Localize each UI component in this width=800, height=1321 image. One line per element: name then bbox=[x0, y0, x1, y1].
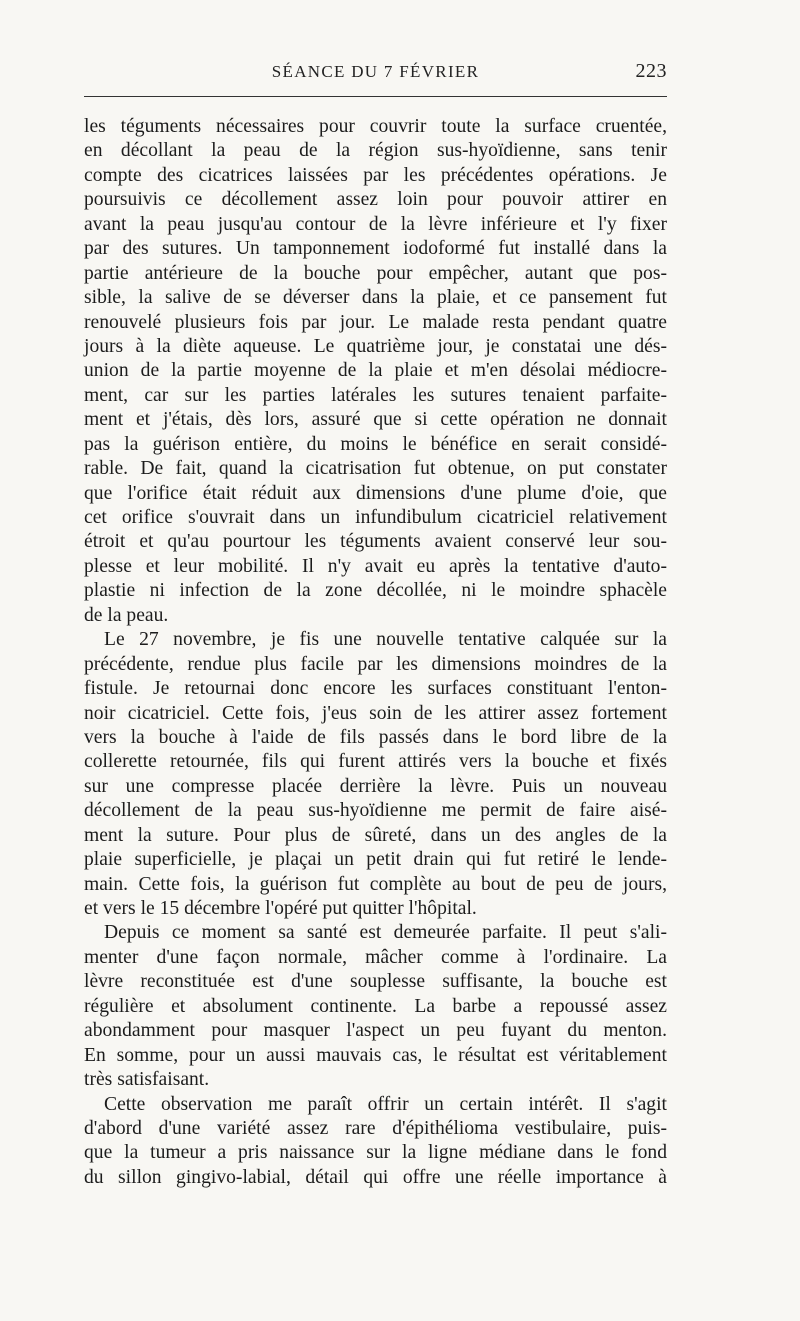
text-line: étroit et qu'au pourtour les téguments avaient conservé leur sou- bbox=[84, 531, 667, 553]
text-line: en décollant la peau de la région sus-hyoïdienne, sans tenir bbox=[84, 140, 667, 162]
text-line: les téguments nécessaires pour couvrir toute la surface cruentée, bbox=[84, 116, 667, 137]
text-line: que l'orifice était réduit aux dimensions d'une plume d'oie, que bbox=[84, 482, 667, 504]
text-line: lèvre reconstituée est d'une souplesse suffisante, la bouche est bbox=[84, 971, 667, 993]
text-line: de la peau. bbox=[84, 604, 169, 626]
text-line: Le 27 novembre, je fis une nouvelle tentative calquée sur la bbox=[104, 629, 667, 651]
text-line: jours à la diète aqueuse. Le quatrième jour, je constatai une dés- bbox=[84, 335, 667, 357]
text-line: que la tumeur a pris naissance sur la ligne médiane dans le fond bbox=[84, 1142, 667, 1164]
page-header bbox=[84, 60, 667, 88]
text-line: ment et j'étais, dès lors, assuré que si cette opération ne donnait bbox=[84, 409, 667, 431]
text-line: régulière et absolument continente. La barbe a repoussé assez bbox=[84, 995, 667, 1017]
text-line: main. Cette fois, la guérison fut complète au bout de peu de jours, bbox=[84, 873, 667, 895]
paragraph bbox=[84, 1093, 667, 1191]
text-line: cet orifice s'ouvrait dans un infundibulum cicatriciel relativement bbox=[84, 507, 667, 528]
text-line: union de la partie moyenne de la plaie et m'en désolai médiocre- bbox=[84, 360, 667, 382]
text-line: noir cicatriciel. Cette fois, j'eus soin de les attirer assez fortement bbox=[84, 702, 667, 724]
text-line: avant la peau jusqu'au contour de la lèvre inférieure et l'y fixer bbox=[84, 213, 667, 235]
text-line: du sillon gingivo-labial, détail qui offre une réelle importance à bbox=[84, 1166, 667, 1188]
paragraph bbox=[84, 628, 667, 921]
text-line: très satisfaisant. bbox=[84, 1069, 210, 1091]
paragraph bbox=[84, 115, 667, 628]
text-line: Cette observation me paraît offrir un certain intérêt. Il s'agit bbox=[104, 1093, 667, 1115]
text-line: compte des cicatrices laissées par les précédentes opérations. Je bbox=[84, 164, 667, 186]
header-rule bbox=[84, 96, 667, 97]
text-line: En somme, pour un aussi mauvais cas, le résultat est véritablement bbox=[84, 1044, 667, 1066]
text-line: partie antérieure de la bouche pour empêcher, autant que pos- bbox=[84, 262, 667, 284]
text-line: ment la suture. Pour plus de sûreté, dans un des angles de la bbox=[84, 824, 667, 846]
text-line: collerette retournée, fils qui furent attirés vers la bouche et fixés bbox=[84, 751, 667, 773]
text-line: plastie ni infection de la zone décollée, ni le moindre sphacèle bbox=[84, 580, 667, 602]
page-number: 223 bbox=[635, 60, 667, 82]
text-line: pas la guérison entière, du moins le bénéfice en serait considé- bbox=[84, 433, 667, 455]
text-line: plesse et leur mobilité. Il n'y avait eu après la tentative d'auto- bbox=[84, 555, 667, 577]
paragraph bbox=[84, 921, 667, 1092]
text-line: et vers le 15 décembre l'opéré put quitter l'hôpital. bbox=[84, 898, 477, 919]
text-line: poursuivis ce décollement assez loin pour pouvoir attirer en bbox=[84, 189, 667, 211]
text-line: plaie superficielle, je plaçai un petit drain qui fut retiré le lende- bbox=[84, 849, 667, 871]
text-line: abondamment pour masquer l'aspect un peu fuyant du menton. bbox=[84, 1020, 667, 1042]
text-line: menter d'une façon normale, mâcher comme à l'ordinaire. La bbox=[84, 946, 667, 968]
text-line: par des sutures. Un tamponnement iodoformé fut installé dans la bbox=[84, 238, 667, 260]
text-line: rable. De fait, quand la cicatrisation fut obtenue, on put constater bbox=[84, 458, 667, 480]
text-line: sur une compresse placée derrière la lèvre. Puis un nouveau bbox=[84, 775, 667, 797]
text-line: fistule. Je retournai donc encore les surfaces constituant l'enton- bbox=[84, 678, 667, 700]
text-line: décollement de la peau sus-hyoïdienne me permit de faire aisé- bbox=[84, 800, 667, 822]
text-line: ment, car sur les parties latérales les sutures tenaient parfaite- bbox=[84, 384, 667, 406]
text-line: d'abord d'une variété assez rare d'épithélioma vestibulaire, puis- bbox=[84, 1117, 667, 1139]
running-title: SÉANCE DU 7 FÉVRIER bbox=[271, 62, 480, 81]
text-line: vers la bouche à l'aide de fils passés dans le bord libre de la bbox=[84, 726, 667, 748]
text-line: précédente, rendue plus facile par les dimensions moindres de la bbox=[84, 653, 667, 675]
text-line: sible, la salive de se déverser dans la plaie, et ce pansement fut bbox=[84, 287, 667, 309]
text-line: renouvelé plusieurs fois par jour. Le malade resta pendant quatre bbox=[84, 311, 667, 333]
text-line: Depuis ce moment sa santé est demeurée parfaite. Il peut s'ali- bbox=[104, 922, 667, 944]
body-text bbox=[84, 115, 667, 1190]
